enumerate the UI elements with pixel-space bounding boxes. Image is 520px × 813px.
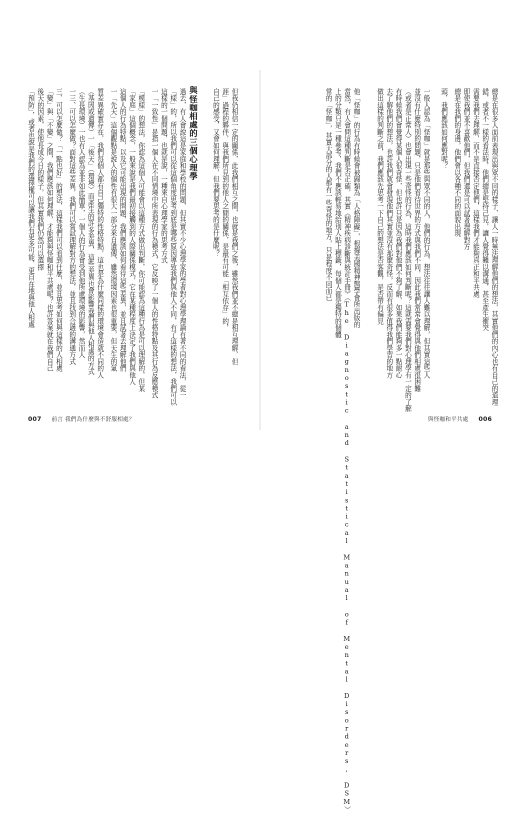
intro-line: 自己的感受，又會如何理解，但我們要思考的是什麼呢？ (211, 88, 220, 257)
body-line: （基因或遺傳）一「後天」（環境）而產生的許多差異，這些差異也會影響我們與他人相處的方式 (86, 88, 95, 375)
page-number: 006 (478, 416, 492, 423)
body-line: （生長環境）一也有人認為並非如此簡單，一個人的行為會受到他所處環境的影響，然而人 (77, 88, 86, 358)
body-line: 「預防」，或者也說是我們的選擇權可以讓我們有更多可能，更自在地與他人相處 (26, 88, 35, 328)
body-line: 「家庭」這個概念，一般來說是我們最初接觸到的人際關係模式，它在某種程度上決定了我們與他人 (127, 88, 136, 385)
middle-line: 做出這樣的判斷之前，我們應該先思考一下自己的想法是否客觀，是否帶有偏見 (375, 88, 384, 325)
intro-line: 但我仍相信一定的關係，此我們相互之間，也就是我們之後，雖然我們並不總是相互理解，但 (230, 88, 238, 365)
intro-line: 涯」過程的夥伴，與我們所見到的他人之間的關係，是最有可能「相互依存」的， (220, 88, 229, 331)
top-paragraph (438, 88, 498, 408)
page-number: 007 (28, 416, 42, 423)
body-line: 質差異確實存在，我們每個人都有自己獨特的性格特點，這也是為什麼同樣的環境會造就不同的人 (95, 88, 104, 379)
body-line: 一「一致性」是指一個人在不同情境中所表現的行為模式，它反映了一個人的性格特點及其行為反應模式 (150, 88, 159, 399)
body-paragraphs (26, 88, 186, 408)
right-folio (428, 415, 492, 423)
top-line: 總是在我們的身邊，他們會以各種不同的面貌出現 (452, 88, 461, 237)
bottom-paragraphs (312, 88, 360, 813)
middle-line: 一般人認為「怪咖」就是那些與眾不同的人，他們的行為、想法往往讓人難以理解，但其實這些人 (422, 88, 430, 379)
top-line: 總是在很多人面前表現出與眾不同的樣子，讓人一時無法理解他們的想法，其實他們的內心也有自己的道理 (490, 88, 498, 406)
body-line: 過去，有人會說這是家庭和學校的問題，但其實不少心理學家的學者對心理學理論有著不同的看法，從一 (178, 88, 186, 399)
body-line: 這個人的行為特點，以及它可能出現的問題，我們應該如何看待這些差異，並且試著去理解他們 (118, 88, 127, 372)
section-heading: 與怪咖相處的三個心理學 (189, 86, 199, 181)
top-line: 需要我們去理解，而不是直接否定他們，這樣我們才能夠真正和平共處 (471, 88, 480, 298)
top-line: 即使我們並不喜歡他們，但我們還是可以試著理解對方 (462, 88, 471, 250)
bottom-line: 常的「怪咖」，其實大部分的人都有一些奇怪的地方，只是程度不同而已 (324, 88, 333, 301)
body-line: 一三、可以怎麼做？面對這些差異，我們可以嘗試理解對方的想法，並且找到合適的溝通方式 (67, 88, 76, 365)
bottom-line: 他「怪咖」的行為有時候會被歸類為「人格障礙」，根據美國精神醫學會所出版的 (352, 88, 360, 328)
body-line: 「樣」的，所以我們可以從這個角度思考到底是哪些原因導致我們與他人不同，有了這樣的想法，我們可以 (168, 88, 177, 406)
middle-line: 去了解他們的想法，也許我們就會發現他們其實並沒有那麼奇怪，反而有很多值得我們學習的地方 (384, 88, 393, 379)
bottom-line: 上的分類只是一種參考，我們不應該輕易地給別人貼上標籤，每個人都是獨特的個體 (333, 88, 342, 338)
body-line: 一「先天」這個觀點是說人的個性有很大一部分來自遺傳，雖然環境因素也很重要，但天生的氣 (108, 88, 117, 372)
left-folio (28, 415, 135, 423)
intro-paragraph (208, 88, 238, 408)
body-line: 三、可以怎麼做？「一點也好」的想法，這樣我們可以看到什麼，並且思考如何與這樣的人相處 (54, 88, 63, 372)
middle-line: （或者是正常人）也會出現一些奇怪的行為，這時我們應該如何判斷呢？這就需要我們對心理學有一定的了解 (403, 88, 412, 412)
body-line: 後天的因素，使他長成今日的樣子，但其實我們仍然可以選擇 (35, 88, 44, 271)
middle-line: 有時候我們會覺得某個人很奇怪，但也許只是因為我們對他們不夠了解，如果我們能夠多一點耐心 (394, 88, 403, 379)
left-page (0, 0, 260, 500)
running-head: 前言 我們為什麼與不舒服相處？ (51, 417, 135, 423)
body-line: 「模樣」的想法，你認為這個人可能會以這種方式做出判斷，你可能認為這種行為是可以理解的，但某 (136, 88, 145, 392)
right-page (260, 0, 520, 813)
top-line: 頭，我們應該如何應對呢？ (439, 88, 448, 169)
top-line: 錯，或者不一樣的看法時，他們總是堅持己見，讓人覺得難以溝通，甚至產生衝突 (480, 88, 489, 331)
bottom-line: 當然，有人會問這種判斷是否正確，其實《精神疾病診斷與統計手冊》（The Diagnostic and Statistical Manual of Mental Disorders, DSM） (342, 88, 351, 813)
body-line: 這樣的一個問題，也就是說，一種來自心理學家的思考方式 (159, 88, 168, 264)
middle-paragraphs (368, 88, 430, 412)
running-head: 與怪咖和平共處 (427, 417, 469, 423)
body-line: 「變」與「不變」之間，我們應該如何理解，才能夠與怪咖和平共處呢？也許答案就在我們自己 (45, 88, 54, 372)
middle-line: 並沒有什麼特別的問題，只是他們看待世界的方式與我們不同，因此我們常常會覺得與他們相處很困難 (412, 88, 421, 392)
